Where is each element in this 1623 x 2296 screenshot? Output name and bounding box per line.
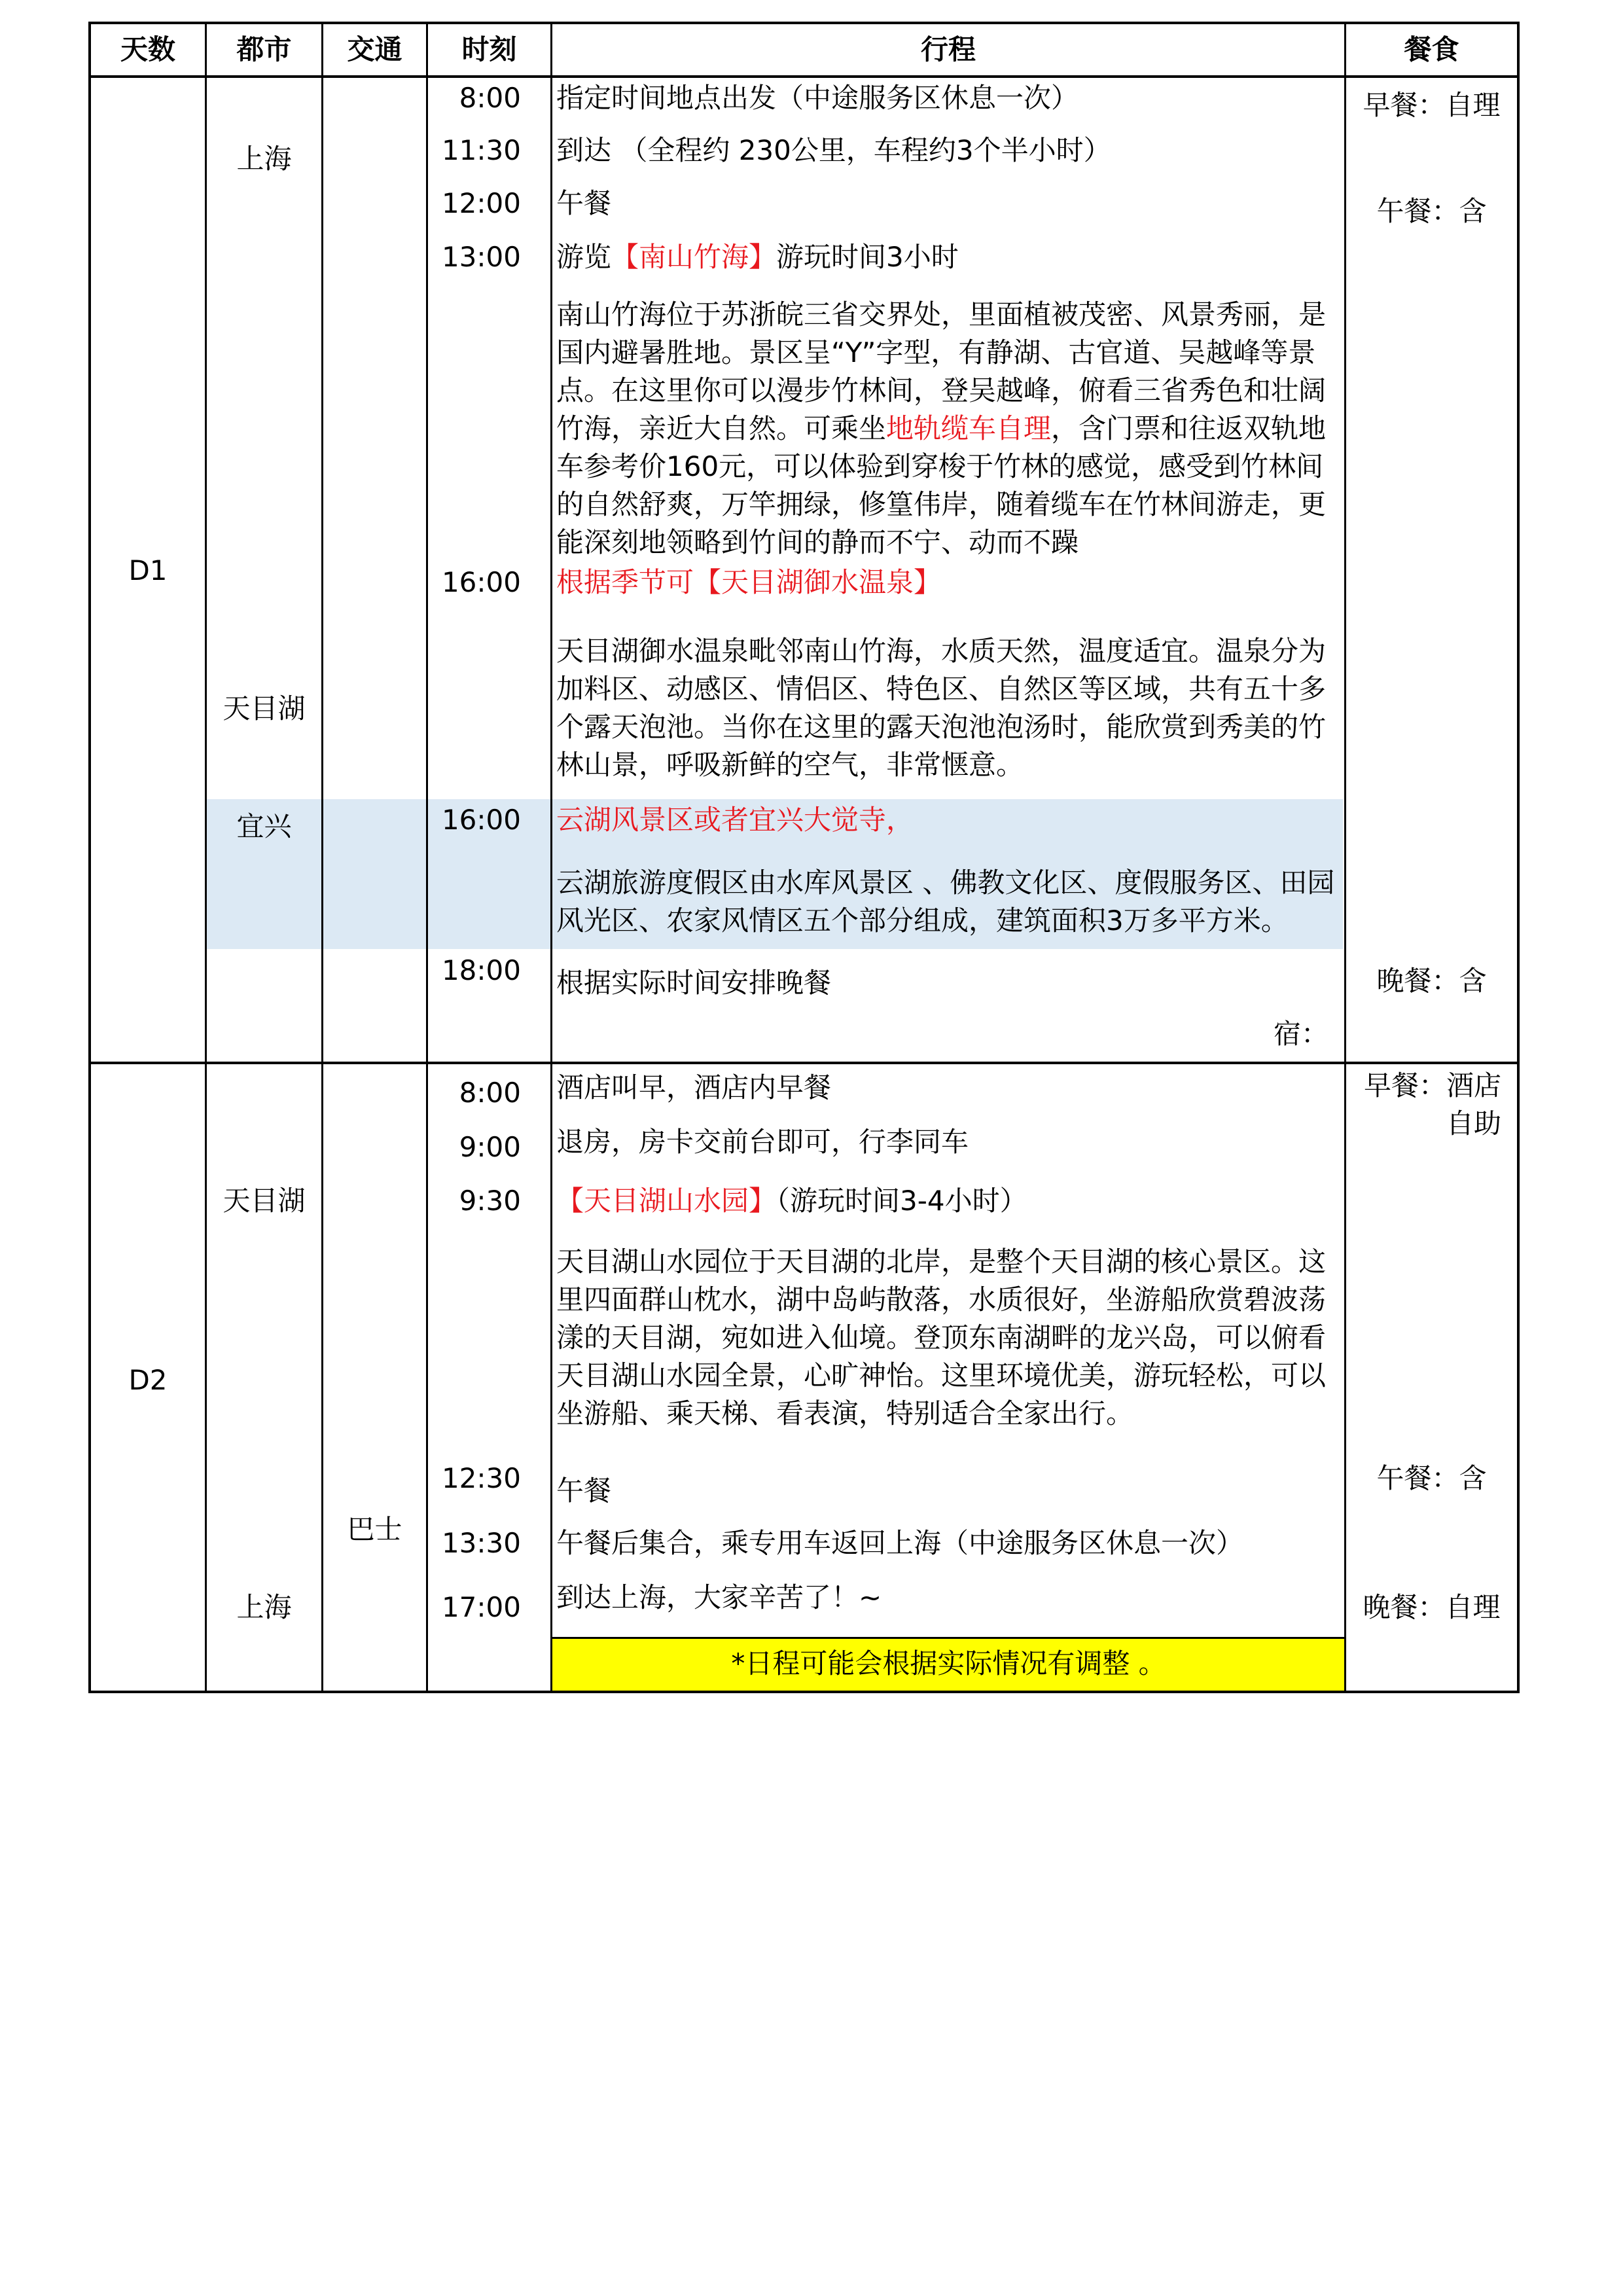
d2-checkout: 退房，房卡交前台即可，行李同车 [556, 1126, 969, 1158]
day-d1: D1 [128, 554, 168, 586]
d1-time: 18:00 [441, 954, 521, 986]
note-top-line [550, 1637, 1346, 1639]
d1-lunch: 午餐 [556, 187, 612, 219]
d2-wakeup: 酒店叫早，酒店内早餐 [556, 1071, 832, 1103]
d1-tour-prefix: 游览 [556, 241, 612, 273]
header-bottom-line [88, 75, 1519, 78]
d1-lunch-meal: 午餐：含 [1376, 195, 1487, 227]
schedule-note: *日程可能会根据实际情况有调整 。 [731, 1647, 1166, 1679]
d1-time: 11:30 [441, 134, 521, 166]
d2-park-time: （游玩时间3-4小时） [776, 1185, 1027, 1217]
d1-yunhu-title: 云湖风景区或者宜兴大觉寺， [556, 804, 914, 836]
d1-city-tianmuhu: 天目湖 [223, 692, 306, 725]
d1-city-shanghai: 上海 [236, 143, 292, 175]
cable-car-note: 地轨缆车自理 [886, 412, 1052, 444]
header-city: 都市 [236, 33, 292, 65]
d1-tour-suffix: 游玩时间3小时 [776, 241, 959, 273]
border-left [88, 22, 91, 1693]
d2-city-tianmuhu: 天目湖 [223, 1185, 306, 1217]
border-right [1517, 22, 1520, 1693]
d2-park-desc: 天目湖山水园位于天目湖的北岸，是整个天目湖的核心景区。这里四面群山枕水，湖中岛屿散落，水质很好，坐游船欣赏碧波荡漾的天目湖，宛如进入仙境。登顶东南湖畔的龙兴岛，可以俯看天目湖山水园全景，心旷神怡。这里环境优美，游玩轻松，可以坐游船、乘天梯、看表演，特别适合全家出行。 [556, 1246, 1327, 1429]
d2-time: 13:30 [441, 1527, 521, 1559]
col-line-itinerary [550, 22, 552, 1693]
d1-tour [556, 238, 959, 276]
header-day: 天数 [120, 33, 175, 65]
d2-time: 12:30 [441, 1462, 521, 1494]
header-meals: 餐食 [1404, 33, 1459, 65]
d1-stay: 宿： [1273, 1018, 1329, 1050]
d2-breakfast-b: 自助 [1446, 1107, 1501, 1139]
d2-city-shanghai: 上海 [236, 1591, 292, 1623]
d2-time: 17:00 [441, 1591, 521, 1623]
d1-yunhu-desc: 云湖旅游度假区由水库风景区 、佛教文化区、度假服务区、田园风光区、农家风情区五个部分组成，建筑面积3万多平方米。 [556, 867, 1335, 937]
d1-breakfast: 早餐：自理 [1363, 89, 1501, 121]
d2-lunch-meal: 午餐：含 [1376, 1462, 1487, 1494]
d1-bamboo-desc: 南山竹海位于苏浙皖三省交界处，里面植被茂密、风景秀丽，是国内避暑胜地。景区呈“Y”字型，有静湖、古官道、吴越峰等景点。在这里你可以漫步竹林间，登吴越峰，俯看三省秀色和壮阔竹海，亲近大自然。可乘坐地轨缆车自理，含门票和往返双轨地车参考价160元，可以体验到穿梭于竹林的感觉，感受到竹林间的自然舒爽，万竿拥绿，修篁伟岸，随着缆车在竹林间游走，更能深刻地领略到竹间的静而不宁、动而不躁 [556, 298, 1327, 558]
d1-time: 12:00 [441, 187, 521, 219]
d1-time: 8:00 [459, 82, 521, 114]
d2-time: 9:30 [459, 1185, 521, 1217]
d2-return: 午餐后集合，乘专用车返回上海（中途服务区休息一次） [556, 1527, 1244, 1559]
d2-lunch: 午餐 [556, 1475, 612, 1507]
d1-city-yixing: 宜兴 [236, 810, 292, 842]
col-line-transport [321, 22, 323, 1693]
d1-tour-spot: 【南山竹海】 [611, 241, 777, 273]
d2-time: 9:00 [459, 1131, 521, 1163]
d1-arrive: 到达 （全程约 230公里，车程约3个半小时） [556, 134, 1111, 166]
d1-depart: 指定时间地点出发（中途服务区休息一次） [556, 82, 1079, 114]
d2-arrive: 到达上海，大家辛苦了！~ [556, 1581, 882, 1613]
day-d2: D2 [128, 1364, 168, 1396]
d1-hotspring-desc: 天目湖御水温泉毗邻南山竹海，水质天然，温度适宜。温泉分为加料区、动感区、情侣区、特色区、自然区等区域，共有五十多个露天泡池。当你在这里的露天泡池泡汤时，能欣赏到秀美的竹林山景，呼吸新鲜的空气，非常惬意。 [556, 635, 1327, 781]
d1-dinner: 根据实际时间安排晚餐 [556, 967, 832, 999]
d2-park [556, 1182, 1027, 1220]
day-divider [88, 1062, 1519, 1064]
header-itinerary: 行程 [920, 33, 976, 65]
d2-time: 8:00 [459, 1077, 521, 1109]
d2-park-title: 【天目湖山水园】 [556, 1185, 777, 1217]
d2-transport: 巴士 [347, 1513, 402, 1545]
border-top [88, 22, 1519, 24]
border-bottom [88, 1691, 1519, 1693]
header-transport: 交通 [347, 33, 402, 65]
col-line-city [205, 22, 207, 1693]
d1-time: 13:00 [441, 241, 521, 273]
d1-time: 16:00 [441, 566, 521, 598]
d1-time: 16:00 [441, 804, 521, 836]
d2-dinner-meal: 晚餐：自理 [1363, 1591, 1501, 1623]
d1-dinner-meal: 晚餐：含 [1376, 965, 1487, 997]
col-line-meals [1344, 22, 1346, 1693]
d1-hotspring-title: 根据季节可【天目湖御水温泉】 [556, 566, 942, 598]
d2-breakfast-a: 早餐：酒店 [1363, 1069, 1501, 1102]
header-time: 时刻 [461, 33, 517, 65]
